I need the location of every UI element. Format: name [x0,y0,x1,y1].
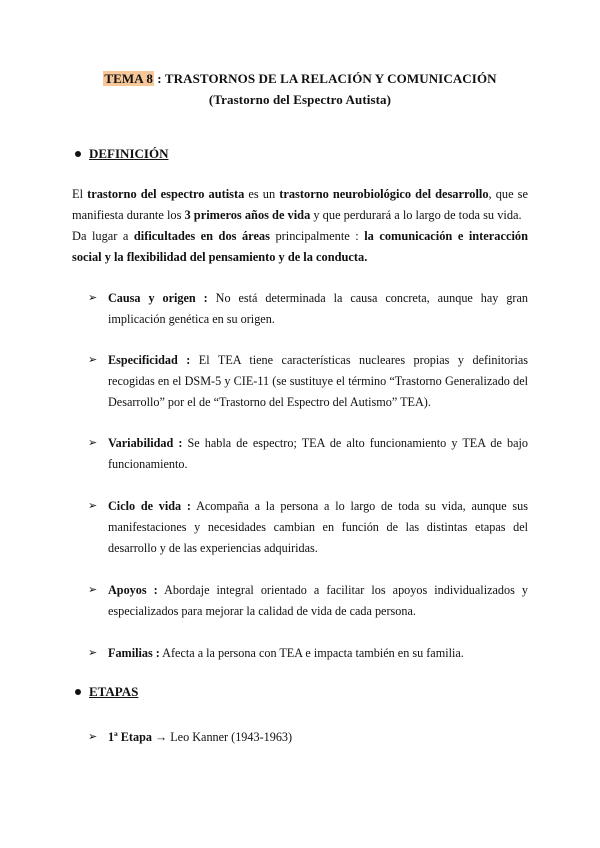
item-text: → Leo Kanner (1943-1963) [151,730,293,744]
item-label: Variabilidad : [108,436,183,450]
item-text: No está determinada la causa concreta, aunque hay gran implicación genética en su origen. [108,291,528,326]
document-subtitle: (Trastorno del Espectro Autista) [208,92,392,107]
item-label: Familias : [108,646,160,660]
item-text: El TEA tiene características nucleares propias y definitorias recogidas en el DSM-5 y CIE-11 (se sustituye el término “Trastorno Generalizado del Desarrollo” por el de “Trastorno del Espectro del Autismo” TEA). [108,353,528,409]
bullet-dot-icon [75,689,81,695]
text-run-bold: trastorno del espectro autista [87,187,245,201]
text-run: Da lugar a [72,229,134,243]
text-run: , que se manifiesta durante los [72,187,528,222]
text-run: El [72,187,88,201]
arrow-bullet-icon: ➢ [88,500,98,512]
text-run-bold: trastorno neurobiológico del desarrollo [279,187,489,201]
text-run-bold: la comunicación e interacción social y la flexibilidad del pensamiento y de la conducta. [72,229,528,264]
item-label: Especificidad : [108,353,191,367]
arrow-bullet-icon: ➢ [88,584,98,596]
arrow-bullet-icon: ➢ [88,354,98,366]
item-label: Ciclo de vida : [108,499,191,513]
bullet-dot-icon [75,151,81,157]
arrow-bullet-icon: ➢ [88,731,98,743]
text-run: es un [244,187,280,201]
tema-label: TEMA 8 [104,71,153,86]
item-text: Acompaña a la persona a lo largo de toda su vida, aunque sus manifestaciones y necesidades cambian en función de las distintas etapas del desarrollo y de las experiencias adquiridas. [108,499,528,555]
arrow-bullet-icon: ➢ [88,647,98,659]
arrow-bullet-icon: ➢ [88,437,98,449]
intro-paragraph-2 [72,226,528,268]
section-heading-text: ETAPAS [89,684,139,699]
item-label: Apoyos : [108,583,158,597]
arrow-bullet-icon: ➢ [88,292,98,304]
text-run-bold: dificultades en dos áreas [133,229,270,243]
item-text: Abordaje integral orientado a facilitar los apoyos individualizados y especializados para mejorar la calidad de vida de cada persona. [108,583,528,618]
text-run: principalmente : [269,229,365,243]
title-text: : TRASTORNOS DE LA RELACIÓN Y COMUNICACIÓN [153,71,497,86]
section-heading-definicion [89,146,168,162]
section-heading-text: DEFINICIÓN [89,146,169,161]
text-run-bold: 3 primeros años de vida [184,208,311,222]
intro-paragraph-1 [72,184,528,226]
text-run: y que perdurará a lo largo de toda su vida. [310,208,522,222]
item-label: Causa y origen : [108,291,208,305]
item-text: Afecta a la persona con TEA e impacta también en su familia. [159,646,464,660]
item-label: 1ª Etapa [108,730,152,744]
item-text: Se habla de espectro; TEA de alto funcionamiento y TEA de bajo funcionamiento. [108,436,528,471]
document-title [0,71,600,87]
section-heading-etapas [89,684,138,700]
